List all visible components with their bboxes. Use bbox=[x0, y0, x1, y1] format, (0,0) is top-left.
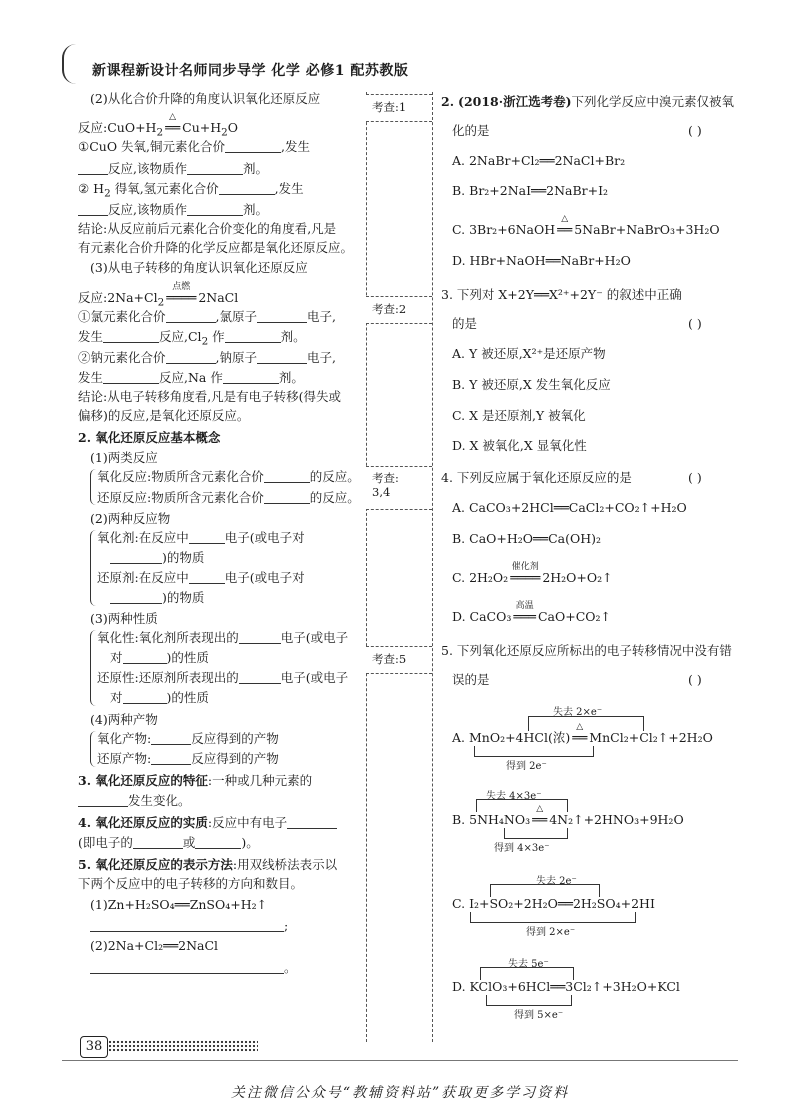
footer-promo-text: 关注微信公众号“教辅资料站”获取更多学习资料 bbox=[230, 1085, 570, 1101]
oxidant-def-2: )的物质 bbox=[110, 550, 204, 566]
q4-stem: 4. 下列反应属于氧化还原反应的是 bbox=[441, 470, 632, 485]
q5d-top-label: 失去 5e⁻ bbox=[508, 959, 549, 970]
high-temp-equals: 高温 ═══ bbox=[513, 601, 536, 624]
q2-option-b[interactable]: B. Br₂+2NaI══2NaBr+I₂ bbox=[452, 183, 609, 198]
q5a-top-label: 失去 2×e⁻ bbox=[553, 707, 603, 718]
q5b-bottom-bridge bbox=[504, 828, 568, 839]
reaction-na-cl2: 反应$:2Na+Cl_2$ 点燃 ════ 2NaCl bbox=[78, 282, 239, 309]
reductant-def-2: )的物质 bbox=[110, 590, 204, 606]
section-3: 3. 氧化还原反应的特征:一种或几种元素的 bbox=[78, 773, 313, 788]
q5d-bottom-bridge bbox=[486, 995, 572, 1006]
note-kaocha-2: 考查:2 bbox=[366, 296, 432, 324]
q5d-bottom-label: 得到 5×e⁻ bbox=[514, 1010, 564, 1021]
left-line-11: ①氯元素化合价 ,氯原子 电子, bbox=[78, 309, 336, 324]
section-5-eq1: (1)Zn+H₂SO₄══ZnSO₄+H₂↑ bbox=[90, 897, 268, 912]
reduction-reaction-def: 还原反应:物质所含元素化合价 的反应。 bbox=[97, 490, 360, 505]
q5c-bottom-label: 得到 2×e⁻ bbox=[526, 927, 576, 938]
q5c-top-label: 失去 2e⁻ bbox=[536, 876, 577, 887]
heat-equals: △ ══ bbox=[532, 804, 548, 827]
section-5: 5. 氧化还原反应的表示方法:用双线桥法表示以 bbox=[78, 857, 338, 872]
q3-option-b[interactable]: B. Y 被还原,X 发生氧化反应 bbox=[452, 377, 611, 392]
q2-option-d[interactable]: D. HBr+NaOH══NaBr+H₂O bbox=[452, 253, 631, 268]
heat-equals: △ ══ bbox=[557, 214, 573, 237]
q4-option-b[interactable]: B. CaO+H₂O══Ca(OH)₂ bbox=[452, 531, 602, 546]
reaction-cuo-h2: 反应$:CuO+H_2$ △ ══ $Cu+H_2O$ bbox=[78, 112, 239, 139]
q3-option-d[interactable]: D. X 被氧化,X 显氧化性 bbox=[452, 438, 587, 453]
page-number: 38 bbox=[80, 1036, 108, 1058]
left-line-9: (3)从电子转移的角度认识氧化还原反应 bbox=[90, 260, 308, 275]
oxidant-def-1: 氧化剂:在反应中 电子(或电子对 bbox=[97, 530, 305, 545]
reducing-def-2: 对 )的性质 bbox=[110, 690, 209, 705]
left-line-14: 发生 反应,Na 作 剂。 bbox=[78, 370, 304, 385]
ignite-equals: 点燃 ════ bbox=[166, 282, 197, 305]
left-line-8: 有元素化合价升降的化学反应都是氧化还原反应。 bbox=[78, 240, 354, 255]
section-5-eq2: (2)2Na+Cl₂══2NaCl bbox=[90, 938, 219, 953]
q2-answer-paren[interactable]: ( ) bbox=[688, 123, 702, 138]
note-kaocha-3-4: 考查: 3,4 bbox=[366, 466, 432, 510]
left-line-13: ②钠元素化合价 ,钠原子 电子, bbox=[78, 350, 336, 365]
q3-option-c[interactable]: C. X 是还原剂,Y 被氧化 bbox=[452, 408, 586, 423]
q5-option-d[interactable]: D. KClO₃+6HCl══3Cl₂↑+3H₂O+KCl bbox=[452, 979, 680, 994]
section-2-1: (1)两类反应 bbox=[90, 450, 158, 465]
q5b-top-label: 失去 4×3e⁻ bbox=[486, 791, 542, 802]
footer-dot-pattern bbox=[108, 1040, 258, 1052]
note-kaocha-1: 考查:1 bbox=[366, 94, 432, 122]
heat-equals: △ ══ bbox=[572, 722, 588, 745]
q4-answer-paren[interactable]: ( ) bbox=[688, 470, 702, 485]
q5-option-a[interactable]: A. MnO₂+4HCl(浓) △ ══ MnCl₂+Cl₂↑+2H₂O bbox=[452, 722, 713, 745]
footer-divider bbox=[62, 1060, 738, 1061]
oxidation-product-def: 氧化产物: 反应得到的产物 bbox=[97, 731, 279, 746]
q3-stem-cont: 的是 bbox=[452, 316, 478, 331]
section-2-2: (2)两种反应物 bbox=[90, 511, 171, 526]
note-kaocha-5: 考查:5 bbox=[366, 646, 432, 674]
oxidizing-def-2: 对 )的性质 bbox=[110, 650, 209, 665]
section-2-3: (3)两种性质 bbox=[90, 611, 158, 626]
section-4: 4. 氧化还原反应的实质:反应中有电子 bbox=[78, 815, 337, 831]
header-title: 新课程新设计名师同步导学 化学 必修1 配苏教版 bbox=[92, 63, 409, 79]
left-line-7: 结论:从反应前后元素化合价变化的角度看,凡是 bbox=[78, 221, 337, 236]
reductant-def-1: 还原剂:在反应中 电子(或电子对 bbox=[97, 570, 305, 585]
left-line-16: 偏移)的反应,是氧化还原反应。 bbox=[78, 408, 250, 423]
left-line-5: ② $H_2$ 得氧,氢元素化合价 ,发生 bbox=[78, 181, 304, 200]
oxidizing-def-1: 氧化性:氧化剂所表现出的 电子(或电子 bbox=[97, 630, 349, 645]
q5-answer-paren[interactable]: ( ) bbox=[688, 672, 702, 687]
section-2-title: 2. 氧化还原反应基本概念 bbox=[78, 430, 221, 445]
section-4-cont: (即电子的 或 )。 bbox=[78, 835, 259, 850]
left-line-15: 结论:从电子转移角度看,凡是有电子转移(得失或 bbox=[78, 389, 342, 404]
q2-stem: 2. (2018·浙江选考卷)下列化学反应中溴元素仅被氧 bbox=[441, 94, 735, 109]
left-line-6: 反应,该物质作 剂。 bbox=[78, 202, 268, 218]
section-2-4: (4)两种产物 bbox=[90, 712, 158, 727]
section-5-answer2: 。 bbox=[90, 960, 297, 976]
q5b-top-bridge bbox=[476, 799, 568, 812]
section-5-cont: 下两个反应中的电子转移的方向和数目。 bbox=[78, 876, 304, 891]
q5c-bottom-bridge bbox=[470, 912, 636, 923]
q5a-bottom-bridge bbox=[474, 746, 594, 757]
q2-option-c[interactable]: C. 3Br₂+6NaOH △ ══ 5NaBr+NaBrO₃+3H₂O bbox=[452, 214, 720, 237]
q5-option-c[interactable]: C. I₂+SO₂+2H₂O══2H₂SO₄+2HI bbox=[452, 896, 655, 911]
section-5-answer1: ; bbox=[90, 918, 288, 934]
reduction-product-def: 还原产物: 反应得到的产物 bbox=[97, 751, 279, 766]
q5-stem-cont: 误的是 bbox=[452, 672, 490, 687]
q5a-bottom-label: 得到 2e⁻ bbox=[506, 761, 547, 772]
heat-equals: △ ══ bbox=[165, 112, 181, 135]
q4-option-a[interactable]: A. CaCO₃+2HCl══CaCl₂+CO₂↑+H₂O bbox=[452, 500, 687, 515]
left-line-4: 反应,该物质作 剂。 bbox=[78, 161, 268, 177]
q2-option-a[interactable]: A. 2NaBr+Cl₂══2NaCl+Br₂ bbox=[452, 153, 626, 168]
left-line-1: (2)从化合价升降的角度认识氧化还原反应 bbox=[90, 91, 321, 106]
oxidation-reaction-def: 氧化反应:物质所含元素化合价 的反应。 bbox=[97, 469, 360, 484]
left-line-12: 发生 反应$,Cl_2$ 作 剂。 bbox=[78, 329, 306, 348]
reducing-def-1: 还原性:还原剂所表现出的 电子(或电子 bbox=[97, 670, 349, 685]
q3-stem: 3. 下列对 X+2Y══X²⁺+2Y⁻ 的叙述中正确 bbox=[441, 287, 682, 302]
q5-option-b[interactable]: B. 5NH₄NO₃ △ ══ 4N₂↑+2HNO₃+9H₂O bbox=[452, 804, 684, 827]
left-line-3: ①CuO 失氧,铜元素化合价 ,发生 bbox=[78, 139, 311, 154]
q2-stem-cont: 化的是 bbox=[452, 123, 490, 138]
catalyst-equals: 催化剂 ════ bbox=[510, 562, 541, 585]
q3-option-a[interactable]: A. Y 被还原,X²⁺是还原产物 bbox=[452, 346, 606, 361]
q5-stem: 5. 下列氧化还原反应所标出的电子转移情况中没有错 bbox=[441, 643, 732, 658]
section-3-cont: 发生变化。 bbox=[78, 793, 191, 809]
q3-answer-paren[interactable]: ( ) bbox=[688, 316, 702, 331]
q5b-bottom-label: 得到 4×3e⁻ bbox=[494, 843, 550, 854]
q4-option-c[interactable]: C. 2H₂O₂ 催化剂 ════ 2H₂O+O₂↑ bbox=[452, 562, 613, 585]
q4-option-d[interactable]: D. CaCO₃ 高温 ═══ CaO+CO₂↑ bbox=[452, 601, 611, 624]
